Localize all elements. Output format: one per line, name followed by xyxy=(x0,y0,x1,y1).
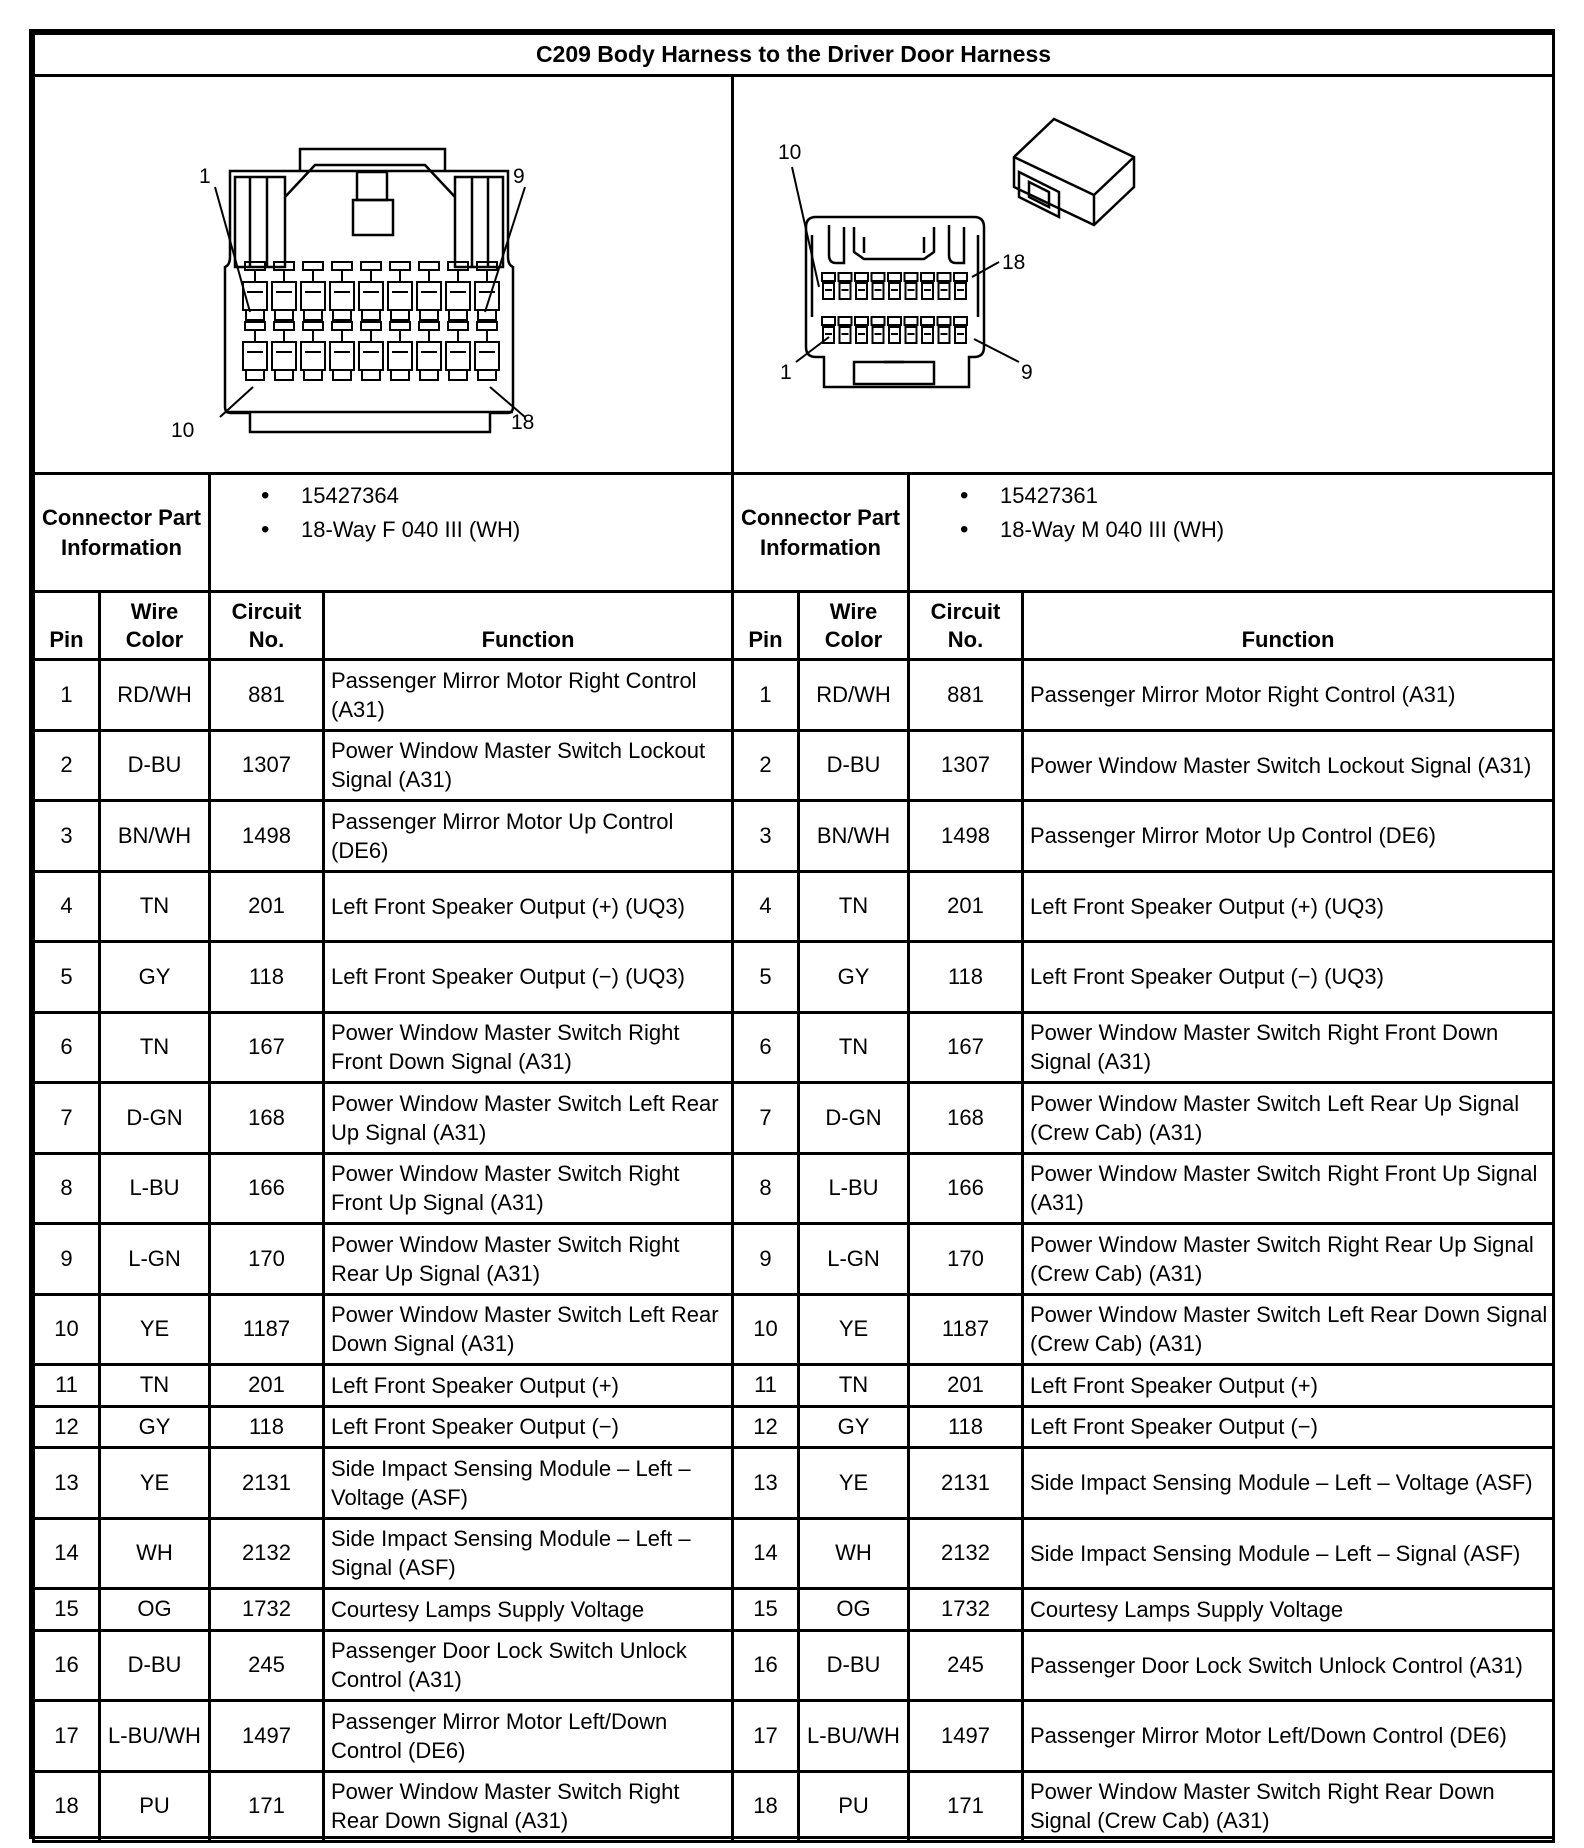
function-cell: Passenger Door Lock Switch Unlock Control (A31) xyxy=(1023,1630,1554,1701)
wire-color-cell: WH xyxy=(100,1518,210,1589)
circuit-cell: 245 xyxy=(210,1630,324,1701)
pin-label-9: 9 xyxy=(1021,361,1033,384)
function-cell: Side Impact Sensing Module – Left – Signal (ASF) xyxy=(1023,1518,1554,1589)
table-row xyxy=(34,1630,1554,1701)
wire-color-cell: TN xyxy=(100,871,210,942)
wire-color-cell: GY xyxy=(100,942,210,1013)
function-cell: Side Impact Sensing Module – Left –Voltage (ASF) xyxy=(324,1448,733,1519)
circuit-cell: 881 xyxy=(210,660,324,731)
table-row xyxy=(34,730,1554,801)
circuit-cell: 245 xyxy=(909,1630,1023,1701)
pin-cell: 7 xyxy=(34,1083,100,1154)
male-connector-face-icon xyxy=(734,77,1517,475)
pin-cell: 17 xyxy=(34,1701,100,1772)
pin-cell: 11 xyxy=(34,1365,100,1407)
circuit-cell: 201 xyxy=(210,1365,324,1407)
function-cell: Power Window Master Switch Right Front Down Signal (A31) xyxy=(324,1012,733,1083)
circuit-cell: 1187 xyxy=(210,1294,324,1365)
pin-cell: 18 xyxy=(733,1771,799,1842)
pin-cell: 1 xyxy=(34,660,100,731)
function-cell: Power Window Master Switch Left Rear Down Signal (A31) xyxy=(324,1294,733,1365)
pin-cell: 6 xyxy=(34,1012,100,1083)
wire-color-cell: L-BU/WH xyxy=(100,1701,210,1772)
wire-color-cell: D-BU xyxy=(100,1630,210,1701)
wire-color-cell: RD/WH xyxy=(799,660,909,731)
wire-color-cell: L-BU xyxy=(100,1153,210,1224)
pin-cell: 15 xyxy=(34,1589,100,1631)
pin-cell: 12 xyxy=(34,1406,100,1448)
connector-sheet xyxy=(29,29,1555,1839)
circuit-cell: 170 xyxy=(210,1224,324,1295)
wire-color-cell: WH xyxy=(799,1518,909,1589)
function-cell: Side Impact Sensing Module – Left – Signal (ASF) xyxy=(324,1518,733,1589)
wire-color-cell: TN xyxy=(100,1012,210,1083)
pin-cell: 5 xyxy=(34,942,100,1013)
wire-color-cell: TN xyxy=(799,1012,909,1083)
table-row xyxy=(34,660,1554,731)
wire-color-cell: GY xyxy=(799,942,909,1013)
wire-color-cell: PU xyxy=(100,1771,210,1842)
circuit-cell: 166 xyxy=(210,1153,324,1224)
pin-label-9: 9 xyxy=(513,165,525,188)
circuit-cell: 201 xyxy=(210,871,324,942)
function-cell: Power Window Master Switch Right Front Up Signal (A31) xyxy=(1023,1153,1554,1224)
header-circuit: Circuit No. xyxy=(909,592,1023,660)
circuit-cell: 168 xyxy=(210,1083,324,1154)
table-row xyxy=(34,1589,1554,1631)
header-function: Function xyxy=(324,592,733,660)
wire-color-cell: D-BU xyxy=(100,730,210,801)
circuit-cell: 1187 xyxy=(909,1294,1023,1365)
circuit-cell: 118 xyxy=(909,942,1023,1013)
wire-color-cell: D-BU xyxy=(799,1630,909,1701)
circuit-cell: 2132 xyxy=(210,1518,324,1589)
pin-cell: 2 xyxy=(733,730,799,801)
function-cell: Passenger Mirror Motor Right Control (A31) xyxy=(1023,660,1554,731)
pin-cell: 3 xyxy=(733,801,799,872)
pin-label-1: 1 xyxy=(199,165,211,188)
circuit-cell: 201 xyxy=(909,871,1023,942)
header-pin: Pin xyxy=(733,592,799,660)
table-row xyxy=(34,1294,1554,1365)
pin-cell: 18 xyxy=(34,1771,100,1842)
wire-color-cell: L-BU/WH xyxy=(799,1701,909,1772)
right-info-label: Connector Part Information xyxy=(733,474,909,592)
wire-color-cell: OG xyxy=(799,1589,909,1631)
function-cell: Power Window Master Switch Lockout Signal (A31) xyxy=(324,730,733,801)
function-cell: Power Window Master Switch Lockout Signal (A31) xyxy=(1023,730,1554,801)
pin-cell: 16 xyxy=(34,1630,100,1701)
wire-color-cell: PU xyxy=(799,1771,909,1842)
pin-cell: 8 xyxy=(733,1153,799,1224)
circuit-cell: 171 xyxy=(909,1771,1023,1842)
circuit-cell: 2131 xyxy=(909,1448,1023,1519)
pin-cell: 13 xyxy=(34,1448,100,1519)
circuit-cell: 167 xyxy=(909,1012,1023,1083)
circuit-cell: 171 xyxy=(210,1771,324,1842)
wire-color-cell: GY xyxy=(100,1406,210,1448)
pin-cell: 14 xyxy=(733,1518,799,1589)
circuit-cell: 1307 xyxy=(210,730,324,801)
wire-color-cell: YE xyxy=(799,1294,909,1365)
circuit-cell: 118 xyxy=(210,942,324,1013)
circuit-cell: 2132 xyxy=(909,1518,1023,1589)
header-wire-color: Wire Color xyxy=(799,592,909,660)
function-cell: Power Window Master Switch Right Rear Down Signal (Crew Cab) (A31) xyxy=(1023,1771,1554,1842)
circuit-cell: 1498 xyxy=(210,801,324,872)
function-cell: Passenger Mirror Motor Right Control (A31) xyxy=(324,660,733,731)
connector-table xyxy=(32,32,1555,1843)
pin-cell: 12 xyxy=(733,1406,799,1448)
circuit-cell: 167 xyxy=(210,1012,324,1083)
table-row xyxy=(34,1518,1554,1589)
circuit-cell: 168 xyxy=(909,1083,1023,1154)
function-cell: Power Window Master Switch Right Front Up Signal (A31) xyxy=(324,1153,733,1224)
pin-label-18: 18 xyxy=(1002,251,1026,274)
wire-color-cell: L-GN xyxy=(799,1224,909,1295)
function-cell: Passenger Mirror Motor Left/Down Control (DE6) xyxy=(1023,1701,1554,1772)
function-cell: Left Front Speaker Output (+) xyxy=(1023,1365,1554,1407)
pin-cell: 9 xyxy=(733,1224,799,1295)
wire-color-cell: D-GN xyxy=(100,1083,210,1154)
table-row xyxy=(34,1083,1554,1154)
pin-cell: 11 xyxy=(733,1365,799,1407)
function-cell: Passenger Mirror Motor Left/Down Control (DE6) xyxy=(324,1701,733,1772)
pin-cell: 4 xyxy=(733,871,799,942)
function-cell: Power Window Master Switch Left Rear Up Signal (Crew Cab) (A31) xyxy=(1023,1083,1554,1154)
wire-color-cell: L-BU xyxy=(799,1153,909,1224)
circuit-cell: 201 xyxy=(909,1365,1023,1407)
table-row xyxy=(34,1365,1554,1407)
function-cell: Courtesy Lamps Supply Voltage xyxy=(1023,1589,1554,1631)
function-cell: Power Window Master Switch Right Front Down Signal (A31) xyxy=(1023,1012,1554,1083)
function-cell: Left Front Speaker Output (−) (UQ3) xyxy=(1023,942,1554,1013)
function-cell: Left Front Speaker Output (−) xyxy=(324,1406,733,1448)
pin-cell: 16 xyxy=(733,1630,799,1701)
function-cell: Power Window Master Switch Left Rear Down Signal (Crew Cab) (A31) xyxy=(1023,1294,1554,1365)
circuit-cell: 1732 xyxy=(909,1589,1023,1631)
pin-cell: 10 xyxy=(733,1294,799,1365)
column-header-row xyxy=(34,592,1554,660)
wire-color-cell: GY xyxy=(799,1406,909,1448)
circuit-cell: 1497 xyxy=(210,1701,324,1772)
circuit-cell: 2131 xyxy=(210,1448,324,1519)
female-connector-face-icon xyxy=(35,77,772,475)
wire-color-cell: RD/WH xyxy=(100,660,210,731)
table-row xyxy=(34,1701,1554,1772)
function-cell: Passenger Door Lock Switch Unlock Control (A31) xyxy=(324,1630,733,1701)
pin-cell: 17 xyxy=(733,1701,799,1772)
circuit-cell: 1307 xyxy=(909,730,1023,801)
function-cell: Power Window Master Switch Left Rear Up Signal (A31) xyxy=(324,1083,733,1154)
right-info-list xyxy=(909,474,1554,592)
table-row xyxy=(34,1406,1554,1448)
wire-color-cell: BN/WH xyxy=(100,801,210,872)
page-title: C209 Body Harness to the Driver Door Harness xyxy=(34,34,1554,76)
table-row xyxy=(34,1771,1554,1842)
left-info-list xyxy=(210,474,733,592)
circuit-cell: 118 xyxy=(909,1406,1023,1448)
header-function: Function xyxy=(1023,592,1554,660)
pin-label-10: 10 xyxy=(171,419,195,442)
right-connector-drawing-cell xyxy=(733,76,1554,474)
table-row xyxy=(34,1153,1554,1224)
wire-color-cell: L-GN xyxy=(100,1224,210,1295)
pin-cell: 15 xyxy=(733,1589,799,1631)
header-circuit: Circuit No. xyxy=(210,592,324,660)
table-row xyxy=(34,1224,1554,1295)
pin-cell: 8 xyxy=(34,1153,100,1224)
wire-color-cell: D-BU xyxy=(799,730,909,801)
table-row xyxy=(34,801,1554,872)
function-cell: Power Window Master Switch Right Rear Down Signal (A31) xyxy=(324,1771,733,1842)
function-cell: Left Front Speaker Output (−) (UQ3) xyxy=(324,942,733,1013)
circuit-cell: 118 xyxy=(210,1406,324,1448)
circuit-cell: 170 xyxy=(909,1224,1023,1295)
function-cell: Left Front Speaker Output (−) xyxy=(1023,1406,1554,1448)
wire-color-cell: TN xyxy=(799,1365,909,1407)
wire-color-cell: D-GN xyxy=(799,1083,909,1154)
table-row xyxy=(34,1012,1554,1083)
pin-label-18: 18 xyxy=(511,411,535,434)
pin-cell: 6 xyxy=(733,1012,799,1083)
wire-color-cell: BN/WH xyxy=(799,801,909,872)
pin-cell: 10 xyxy=(34,1294,100,1365)
function-cell: Power Window Master Switch Right Rear Up Signal (Crew Cab) (A31) xyxy=(1023,1224,1554,1295)
function-cell: Power Window Master Switch Right Rear Up Signal (A31) xyxy=(324,1224,733,1295)
right-part-number: • 15427361 xyxy=(960,479,1552,513)
pin-cell: 2 xyxy=(34,730,100,801)
function-cell: Courtesy Lamps Supply Voltage xyxy=(324,1589,733,1631)
wire-color-cell: YE xyxy=(799,1448,909,1519)
header-wire-color: Wire Color xyxy=(100,592,210,660)
left-part-number: • 15427364 xyxy=(261,479,731,513)
circuit-cell: 1732 xyxy=(210,1589,324,1631)
pin-cell: 13 xyxy=(733,1448,799,1519)
header-pin: Pin xyxy=(34,592,100,660)
wire-color-cell: TN xyxy=(100,1365,210,1407)
function-cell: Passenger Mirror Motor Up Control (DE6) xyxy=(324,801,733,872)
left-part-description: • 18-Way F 040 III (WH) xyxy=(261,513,731,547)
table-row xyxy=(34,1448,1554,1519)
table-row xyxy=(34,871,1554,942)
pin-cell: 14 xyxy=(34,1518,100,1589)
left-connector-drawing-cell xyxy=(34,76,733,474)
right-part-description: • 18-Way M 040 III (WH) xyxy=(960,513,1552,547)
pin-label-1: 1 xyxy=(780,361,792,384)
pin-label-10: 10 xyxy=(778,141,802,164)
pin-cell: 9 xyxy=(34,1224,100,1295)
wire-color-cell: YE xyxy=(100,1448,210,1519)
table-row xyxy=(34,942,1554,1013)
pin-cell: 7 xyxy=(733,1083,799,1154)
function-cell: Left Front Speaker Output (+) xyxy=(324,1365,733,1407)
circuit-cell: 1497 xyxy=(909,1701,1023,1772)
wire-color-cell: OG xyxy=(100,1589,210,1631)
pin-cell: 4 xyxy=(34,871,100,942)
pin-cell: 1 xyxy=(733,660,799,731)
pin-cell: 5 xyxy=(733,942,799,1013)
function-cell: Side Impact Sensing Module – Left – Voltage (ASF) xyxy=(1023,1448,1554,1519)
wire-color-cell: YE xyxy=(100,1294,210,1365)
function-cell: Left Front Speaker Output (+) (UQ3) xyxy=(1023,871,1554,942)
wire-color-cell: TN xyxy=(799,871,909,942)
circuit-cell: 166 xyxy=(909,1153,1023,1224)
function-cell: Left Front Speaker Output (+) (UQ3) xyxy=(324,871,733,942)
pin-cell: 3 xyxy=(34,801,100,872)
circuit-cell: 1498 xyxy=(909,801,1023,872)
left-info-label: Connector Part Information xyxy=(34,474,210,592)
function-cell: Passenger Mirror Motor Up Control (DE6) xyxy=(1023,801,1554,872)
circuit-cell: 881 xyxy=(909,660,1023,731)
